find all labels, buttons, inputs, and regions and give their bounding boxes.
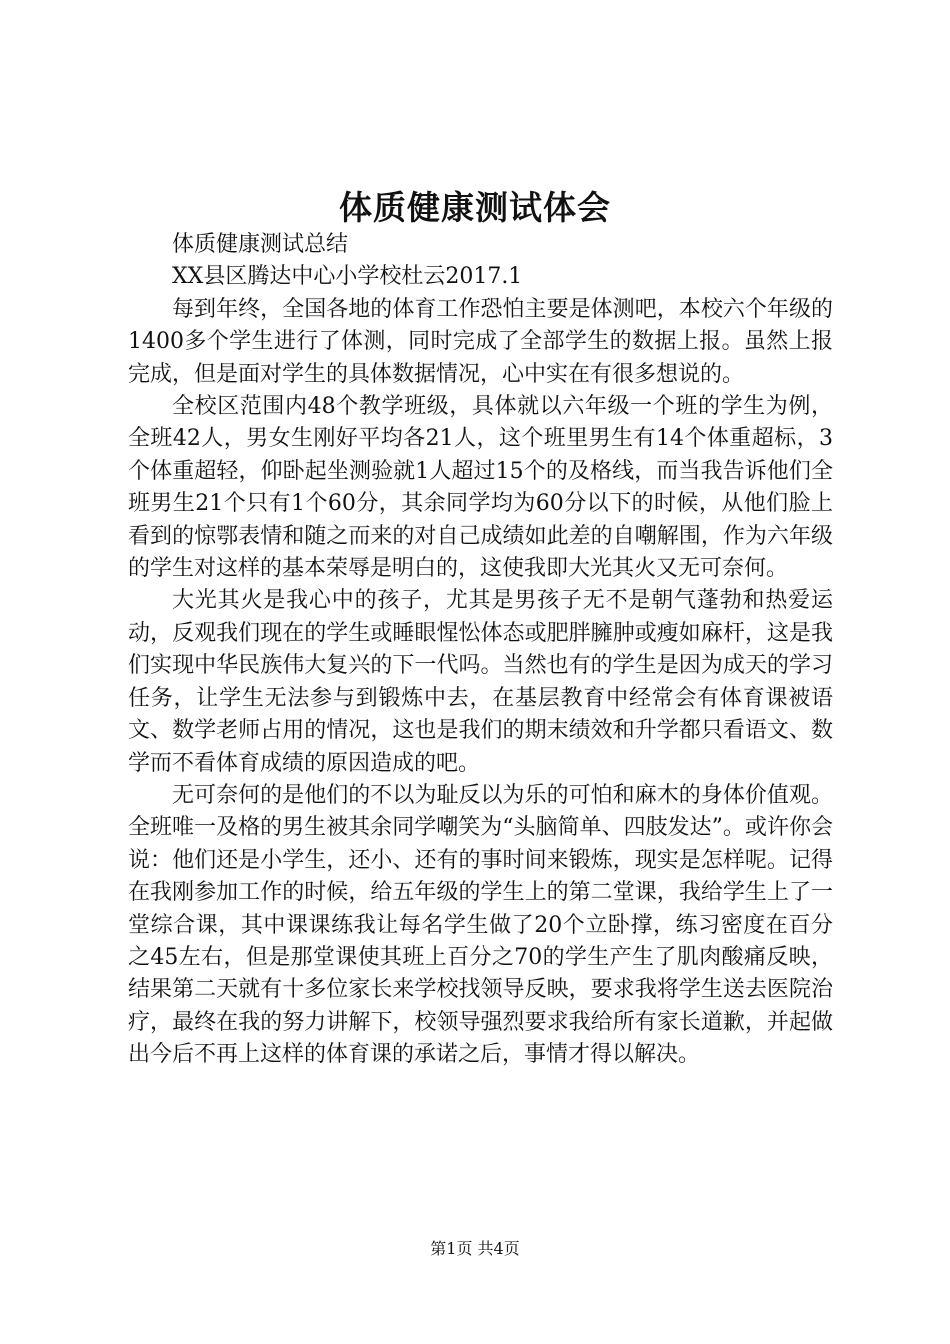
document-title: 体质健康测试体会 bbox=[339, 188, 611, 227]
page-number: 第1页 共4页 bbox=[430, 1239, 520, 1258]
paragraph-3: 大光其火是我心中的孩子，尤其是男孩子无不是朝气蓬勃和热爱运动，反观我们现在的学生或睡眼惺忪体态或肥胖臃肿或瘦如麻杆，这是我们实现中华民族伟大复兴的下一代吗。当然也有的学生是因为成天的学习任务，让学生无法参与到锻炼中去，在基层教育中经常会有体育课被语文、数学老师占用的情况，这也是我们的期末绩效和升学都只看语文、数学而不看体育成绩的原因造成的吧。 bbox=[128, 588, 833, 776]
paragraph-4: 无可奈何的是他们的不以为耻反以为乐的可怕和麻木的身体价值观。全班唯一及格的男生被其余同学嘲笑为“头脑简单、四肢发达”。或许你会说：他们还是小学生，还小、还有的事时间来锻炼，现实是怎样呢。记得在我刚参加工作的时候，给五年级的学生上的第二堂课，我给学生上了一堂综合课，其中课课练我让每名学生做了20个立卧撑，练习密度在百分之45左右，但是那堂课使其班上百分之70的学生产生了肌肉酸痛反映，结果第二天就有十多位家长来学校找领导反映，要求我将学生送去医院治疗，最终在我的努力讲解下，校领导强烈要求我给所有家长道歉，并起做出今后不再上这样的体育课的承诺之后，事情才得以解决。 bbox=[128, 782, 833, 1068]
paragraph-2: 全校区范围内48个教学班级，具体就以六年级一个班的学生为例，全班42人，男女生刚好平均各21人，这个班里男生有14个体重超标，3个体重超轻，仰卧起坐测验就1人超过15个的及格线，而当我告诉他们全班男生21个只有1个60分，其余同学均为60分以下的时候，从他们脸上看到的惊鄂表情和随之而来的对自己成绩如此差的自嘲解围，作为六年级的学生对这样的基本荣辱是明白的，这使我即大光其火又无可奈何。 bbox=[128, 394, 833, 582]
paragraph-1: 每到年终，全国各地的体育工作恐怕主要是体测吧，本校六个年级的1400多个学生进行了体测，同时完成了全部学生的数据上报。虽然上报完成，但是面对学生的具体数据情况，心中实在有很多想说的。 bbox=[128, 296, 833, 387]
document-byline: XX县区腾达中心小学校杜云2017.1 bbox=[172, 264, 523, 290]
document-subtitle: 体质健康测试总结 bbox=[172, 232, 349, 257]
document-body bbox=[128, 229, 833, 1072]
